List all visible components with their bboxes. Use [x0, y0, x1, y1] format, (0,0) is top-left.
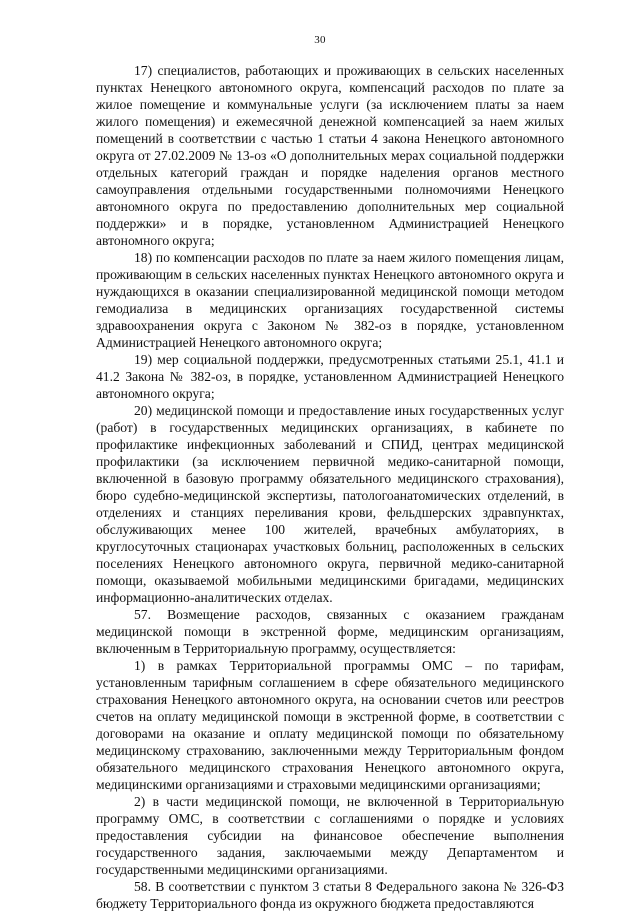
paragraph-57-item-1: 1) в рамках Территориальной программы ОМС – по тарифам, установленным тарифным соглашением в сфере обязательного медицинского страхования Ненецкого автономного округа, на основании счетов или реестров счетов на оплату медицинской помощи в экстренной форме, в соответствии с договорами на оказание и оплату медицинской помощи по обязательному медицинскому страхованию, заключенными между Территориальным фондом обязательного медицинского страхования Ненецкого автономного округа, медицинскими организациями и страховыми медицинскими организациями; — [96, 658, 564, 792]
page-number: 30 — [314, 34, 326, 46]
paragraph-58: 58. В соответствии с пунктом 3 статьи 8 Федерального закона № 326-ФЗ бюджету Территориального фонда из окружного бюджета предоставляются — [96, 879, 564, 911]
paragraph-20: 20) медицинской помощи и предоставление иных государственных услуг (работ) в государственных медицинских организациях, в кабинете по профилактике инфекционных заболеваний и СПИД, центрах медицинской профилактики (за исключением первичной медико-санитарной помощи, включенной в базовую программу обязательного медицинского страхования), бюро судебно-медицинской экспертизы, патологоанатомических отделений, в отделениях и станциях переливания крови, фельдшерских здравпунктах, обслуживающих менее 100 жителей, врачебных амбулаториях, в круглосуточных стационарах участковых больниц, расположенных в сельских поселениях Ненецкого автономного округа, первичной медико-санитарной помощи, оказываемой мобильными медицинскими бригадами, медицинских информационно-аналитических отделах. — [96, 403, 564, 605]
paragraph-57-item-2: 2) в части медицинской помощи, не включенной в Территориальную программу ОМС, в соответствии с соглашениями о порядке и условиях предоставления субсидии на финансовое обеспечение выполнения государственного задания, заключаемыми между Департаментом и государственными медицинскими организациями. — [96, 794, 564, 877]
paragraph-17: 17) специалистов, работающих и проживающих в сельских населенных пунктах Ненецкого автономного округа, компенсаций расходов по плате за жилое помещение и коммунальные услуги (за исключением платы за наем жилого помещения) и ежемесячной денежной компенсацией за наем жилых помещений в соответствии с частью 1 статьи 4 закона Ненецкого автономного округа от 27.02.2009 № 13-оз «О дополнительных мерах социальной поддержки отдельных категорий граждан и порядке наделения органов местного самоуправления отдельными государственными полномочиями Ненецкого автономного округа по предоставлению дополнительных мер социальной поддержки» и в порядке, установленном Администрацией Ненецкого автономного округа; — [96, 63, 564, 248]
document-body — [96, 62, 564, 912]
paragraph-57: 57. Возмещение расходов, связанных с оказанием гражданам медицинской помощи в экстренной форме, медицинским организациям, включенным в Территориальную программу, осуществляется: — [96, 607, 564, 656]
paragraph-19: 19) мер социальной поддержки, предусмотренных статьями 25.1, 41.1 и 41.2 Закона № 382-оз, в порядке, установленном Администрацией Ненецкого автономного округа; — [96, 352, 564, 401]
paragraph-18: 18) по компенсации расходов по плате за наем жилого помещения лицам, проживающим в сельских населенных пунктах Ненецкого автономного округа и нуждающихся в оказании специализированной медицинской помощи методом гемодиализа в медицинских организациях государственной системы здравоохранения округа с Законом № 382-оз в порядке, установленном Администрацией Ненецкого автономного округа; — [96, 250, 564, 350]
